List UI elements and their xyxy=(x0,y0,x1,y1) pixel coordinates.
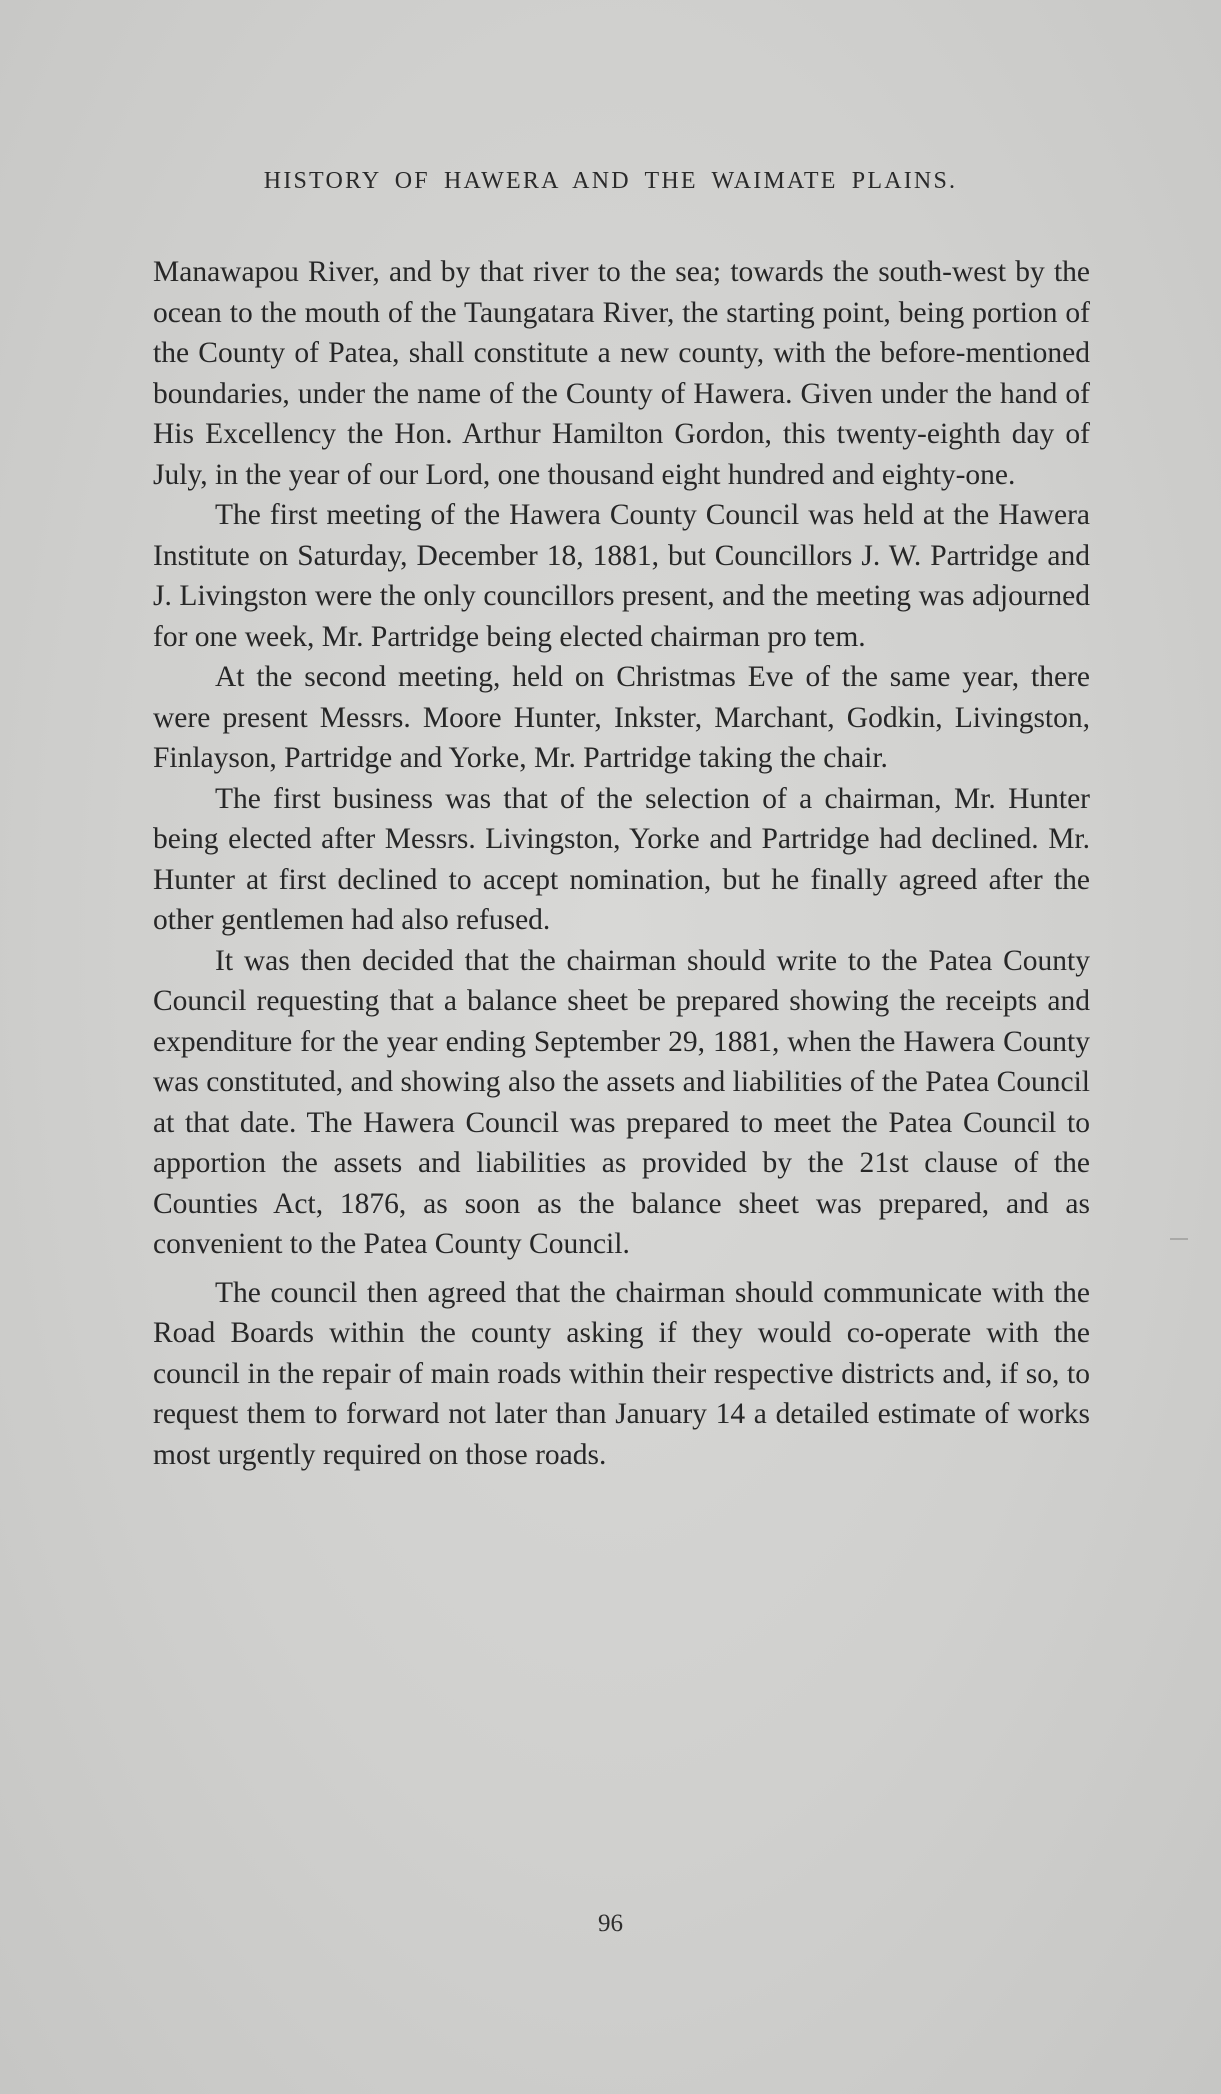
paragraph-first-meeting: The first meeting of the Hawera County Council was held at the Hawera Institute on Saturday, December 18, 1881, but Councillors J. W. Partridge and J. Livingston were the only councillors present, and the meeting was adjourned for one week, Mr. Partridge being elected chairman pro tem. xyxy=(153,499,1090,653)
paragraph-chairman-selection: The first business was that of the selection of a chairman, Mr. Hunter being elected after Messrs. Livingston, Yorke and Partridge had declined. Mr. Hunter at first declined to accept nomination, but he finally agreed after the other gentlemen had also refused. xyxy=(153,782,1090,936)
body-text xyxy=(153,252,1090,1475)
paragraph-continuation: Manawapou River, and by that river to the sea; towards the south-west by the ocean to the mouth of the Taungatara River, the starting point, being portion of the County of Patea, shall constitute a new county, with the before-mentioned boundaries, under the name of the County of Hawera. Given under the hand of His Excellency the Hon. Arthur Hamilton Gordon, this twenty-eighth day of July, in the year of our Lord, one thousand eight hundred and eighty-one. xyxy=(153,256,1090,491)
page-number: 96 xyxy=(598,1910,623,1937)
paragraph-balance-sheet: It was then decided that the chairman should write to the Patea County Council requesting that a balance sheet be prepared showing the receipts and expenditure for the year ending September 29, 1881, when the Hawera County was constituted, and showing also the assets and liabilities of the Patea Council at that date. The Hawera Council was prepared to meet the Patea Council to apportion the assets and liabilities as provided by the 21st clause of the Counties Act, 1876, as soon as the balance sheet was prepared, and as convenient to the Patea County Council. xyxy=(153,944,1090,1260)
paragraph-second-meeting: At the second meeting, held on Christmas Eve of the same year, there were present Messrs. Moore Hunter, Inkster, Marchant, Godkin, Livingston, Finlayson, Partridge and Yorke, Mr. Partridge taking the chair. xyxy=(153,661,1090,774)
margin-mark xyxy=(1170,1238,1188,1240)
running-head: HISTORY OF HAWERA AND THE WAIMATE PLAINS. xyxy=(263,168,958,194)
paragraph-road-boards: The council then agreed that the chairman should communicate with the Road Boards within the county asking if they would co-operate with the council in the repair of main roads within their respective districts and, if so, to request them to forward not later than January 14 a detailed estimate of works most urgently required on those roads. xyxy=(153,1276,1090,1471)
